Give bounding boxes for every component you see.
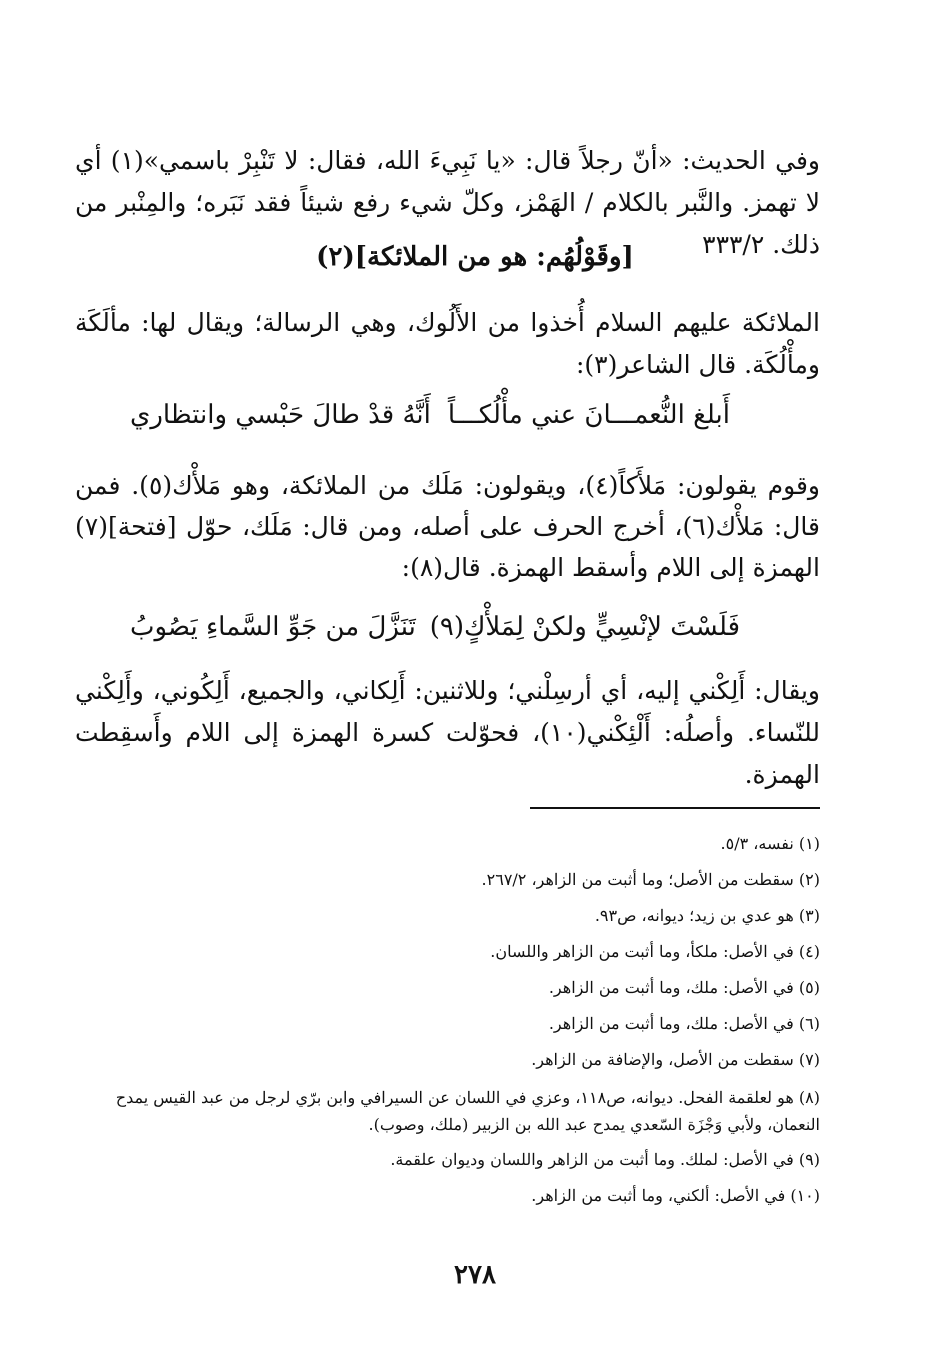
verse-1-second-hemistich: أَنَّهُ قدْ طالَ حَبْسي وانتظاري bbox=[130, 400, 431, 430]
verse-1-first-hemistich: أَبلغ النُّعمـــانَ عني مأْلُكـــاً bbox=[447, 400, 730, 430]
footnote: (٧) سقطت من الأصل، والإضافة من الزاهر. bbox=[531, 1050, 820, 1069]
footnote: (٥) في الأصل: ملك، وما أثبت من الزاهر. bbox=[548, 978, 820, 997]
body-paragraph-1: وفي الحديث: «أنّ رجلاً قال: «يا نَبِيءَ الله، فقال: لا تَنْبِرْ باسمي»(١) أي لا تهمز. والنَّبر بالكلام / الهَمْز، وكلّ شيء رفع شيئاً فقد نَبَره؛ والمِنْبر من ذلك. ٣٣٣/٢ bbox=[75, 146, 821, 259]
footnote-separator bbox=[530, 807, 820, 809]
verse-2-first-hemistich: فَلَسْتَ لإنْسِيٍّ ولكنْ لِمَلأْكٍ(٩) bbox=[429, 612, 740, 642]
poetry-verse-1 bbox=[130, 400, 730, 430]
footnote: (١) نفسه، ٥/٣. bbox=[720, 834, 820, 853]
verse-2-second-hemistich: تَنَزَّلَ من جَوِّ السَّماءِ يَصُوبُ bbox=[130, 612, 416, 642]
body-paragraph-2: الملائكة عليهم السلام أُخذوا من الأَلُوك، وهي الرسالة؛ ويقال لها: مألَكَة ومأْلُكَة. قال الشاعر(٣): bbox=[75, 308, 820, 379]
footnotes-list bbox=[90, 826, 820, 1214]
footnote: (٦) في الأصل: ملك، وما أثبت من الزاهر. bbox=[548, 1014, 820, 1033]
poetry-verse-2 bbox=[130, 612, 740, 642]
footnote: (٣) هو عدي بن زيد؛ ديوانه، ص٩٣. bbox=[594, 906, 820, 925]
footnote: (٩) في الأصل: لملك. وما أثبت من الزاهر واللسان وديوان علقمة. bbox=[390, 1150, 820, 1169]
body-paragraph-3: وقوم يقولون: مَلأَكاً(٤)، ويقولون: مَلَك من الملائكة، وهو مَلأْك(٥). فمن قال: مَلأْك(٦)، أخرج الحرف على أصله، ومن قال: مَلَك، حوّل [فتحة](٧) الهمزة إلى اللام وأسقط الهمزة. قال(٨): bbox=[75, 471, 821, 582]
body-paragraph-4: ويقال: أَلِكْني إليه، أي أرسِلْني؛ وللاثنين: أَلِكاني، والجميع، أَلِكُوني، وأَلِكْني للنّساء. وأصلُه: أَلْئِكْني(١٠)، فحوّلت كسرة الهمزة إلى اللام وأَسقِطت الهمزة. bbox=[75, 676, 820, 789]
footnote: (٨) هو لعلقمة الفحل. ديوانه، ص١١٨، وعزي في اللسان عن السيرافي وابن برّي لرجل من عبد القيس يمدح النعمان، ولأبي وَجْزَة السّعدي يمدح عبد الله بن الزبير (ملك، وصوب). bbox=[115, 1088, 820, 1134]
footnote: (٤) في الأصل: ملكأ، وما أثبت من الزاهر واللسان. bbox=[490, 942, 820, 961]
footnote: (٢) سقطت من الأصل؛ وما أثبت من الزاهر، ٢٦٧/٢. bbox=[481, 870, 820, 889]
section-heading: [وقَوْلُهُم: هو من الملائكة](٢) bbox=[316, 242, 634, 272]
footnote: (١٠) في الأصل: ألكني، وما أثبت من الزاهر. bbox=[531, 1186, 820, 1205]
page-number: ٢٧٨ bbox=[454, 1260, 496, 1290]
